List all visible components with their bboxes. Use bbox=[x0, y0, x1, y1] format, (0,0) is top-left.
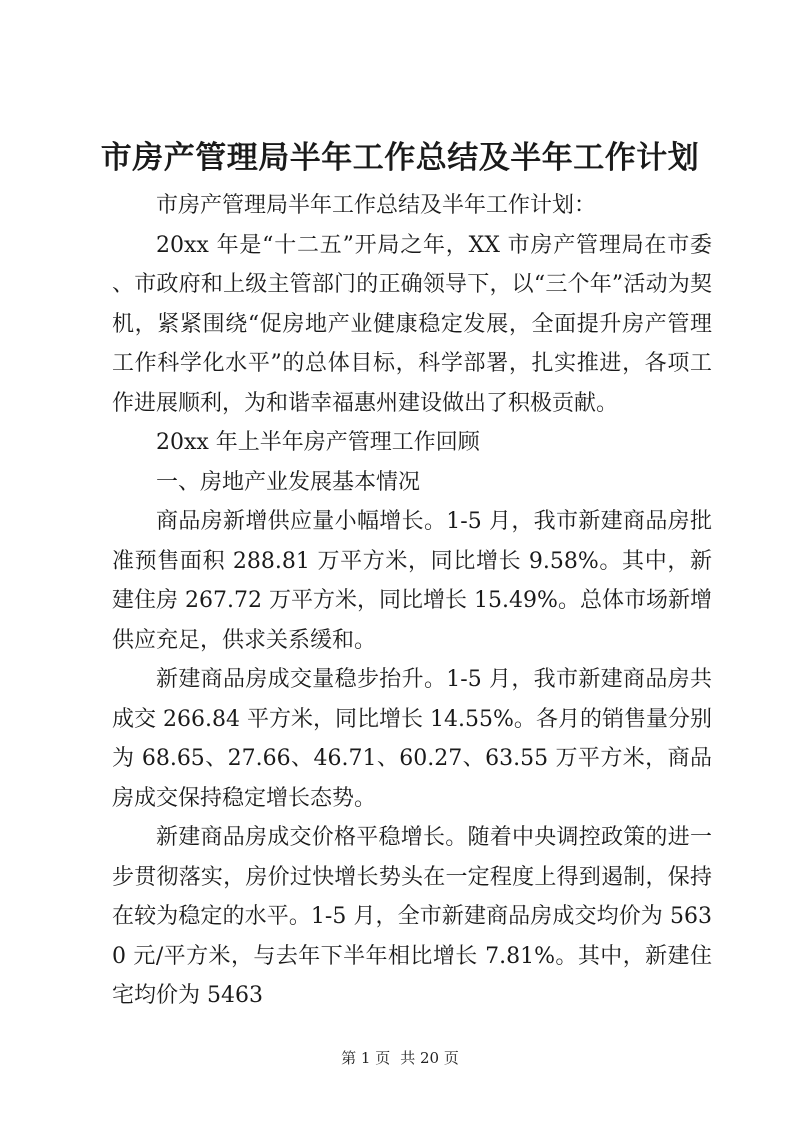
paragraph-intro-heading: 市房产管理局半年工作总结及半年工作计划： bbox=[156, 193, 597, 218]
page-total: 共 20 页 bbox=[400, 1049, 459, 1067]
paragraph-transactions: 新建商品房成交量稳步抬升。1-5 月，我市新建商品房共成交 266.84 平方米，同比增长 14.55%。各月的销售量分别为 68.65、27.66、46.71、60.27、63.55 万平方米，商品房成交保持稳定增长态势。 bbox=[112, 667, 712, 811]
paragraph-review-heading: 20xx 年上半年房产管理工作回顾 bbox=[156, 430, 480, 455]
page-footer bbox=[0, 1048, 800, 1068]
document-title: 市房产管理局半年工作总结及半年工作计划 bbox=[100, 140, 700, 176]
document-body bbox=[112, 186, 712, 1016]
paragraph-supply: 商品房新增供应量小幅增长。1-5 月，我市新建商品房批准预售面积 288.81 万平方米，同比增长 9.58%。其中，新建住房 267.72 万平方米，同比增长 15.49%。总体市场新增供应充足，供求关系缓和。 bbox=[112, 509, 712, 653]
paragraph-section-one-heading: 一、房地产业发展基本情况 bbox=[156, 469, 421, 495]
page-number: 第 1 页 bbox=[341, 1049, 391, 1067]
paragraph-prices: 新建商品房成交价格平稳增长。随着中央调控政策的进一步贯彻落实，房价过快增长势头在一定程度上得到遏制，保持在较为稳定的水平。1-5 月，全市新建商品房成交均价为 5630 元/平方米，与去年下半年相比增长 7.81%。其中，新建住宅均价为 5463 bbox=[112, 825, 712, 1008]
paragraph-overview: 20xx 年是“十二五”开局之年，XX 市房产管理局在市委、市政府和上级主管部门的正确领导下，以“三个年”活动为契机，紧紧围绕“促房地产业健康稳定发展，全面提升房产管理工作科学化水平”的总体目标，科学部署，扎实推进，各项工作进展顺利，为和谐幸福惠州建设做出了积极贡献。 bbox=[112, 232, 712, 416]
